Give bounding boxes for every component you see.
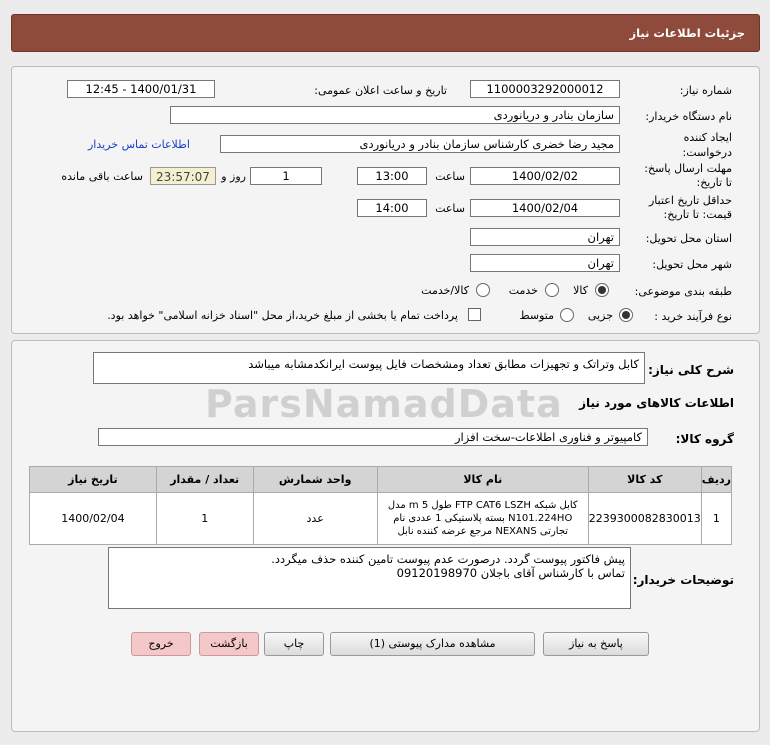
- col-code: کد کالا: [588, 467, 701, 493]
- remaining-days-field: 1: [250, 167, 322, 185]
- page-title: جزئیات اطلاعات نیاز: [629, 26, 745, 40]
- buyer-notes-line2: تماس با کارشناس آقای باجلان 09120198970: [396, 566, 625, 580]
- process-minor-radio[interactable]: [619, 308, 633, 322]
- goods-group-label: گروه کالا:: [675, 432, 734, 446]
- goods-section-title: اطلاعات کالاهای مورد نیاز: [579, 396, 734, 410]
- buyer-org-field: سازمان بنادر و دریانوردی: [170, 106, 620, 124]
- announce-field: 1400/01/31 - 12:45: [67, 80, 215, 98]
- announce-label: تاریخ و ساعت اعلان عمومی:: [314, 84, 447, 97]
- need-number-field: 1100003292000012: [470, 80, 620, 98]
- treasury-payment-checkbox[interactable]: [468, 308, 481, 321]
- row-date: 1400/02/04: [30, 493, 157, 545]
- deadline-time-label: ساعت: [435, 170, 465, 183]
- process-medium-label: متوسط: [519, 309, 554, 322]
- print-button[interactable]: چاپ: [264, 632, 324, 656]
- goods-table: [29, 466, 732, 545]
- row-code: 2239300082830013: [588, 493, 701, 545]
- category-service-radio[interactable]: [545, 283, 559, 297]
- validity-label-line2: قیمت: تا تاریخ:: [663, 208, 732, 221]
- days-label: روز و: [221, 170, 246, 183]
- attachments-button[interactable]: مشاهده مدارک پیوستی (1): [330, 632, 535, 656]
- col-index: ردیف: [701, 467, 731, 493]
- description-label: شرح کلی نیاز:: [648, 363, 734, 377]
- validity-label-line1: حداقل تاریخ اعتبار: [648, 194, 732, 207]
- buyer-notes-line1: پیش فاکتور پیوست گردد. درصورت عدم پیوست تامین کننده حذف میگردد.: [271, 552, 625, 566]
- province-field: تهران: [470, 228, 620, 246]
- row-name: کابل شبکه FTP CAT6 LSZH طول 5 m مدل N101.224HO بسته پلاستیکی 1 عددی نام تجارتی NEXANS مرجع عرضه کننده نابل: [377, 493, 588, 545]
- category-service-label: خدمت: [508, 284, 538, 297]
- col-date: تاریخ نیاز: [30, 467, 157, 493]
- deadline-label: [644, 162, 732, 190]
- city-field: تهران: [470, 254, 620, 272]
- goods-table-header: [30, 467, 732, 493]
- creator-label-line1: ایجاد کننده: [683, 131, 732, 144]
- row-qty: 1: [156, 493, 253, 545]
- category-goods-service-radio[interactable]: [476, 283, 490, 297]
- province-label: استان محل تحویل:: [645, 232, 732, 245]
- treasury-payment-note: پرداخت تمام یا بخشی از مبلغ خرید،از محل "اسناد خزانه اسلامی" خواهد بود.: [107, 309, 458, 322]
- creator-label: [683, 130, 732, 160]
- col-qty: تعداد / مقدار: [156, 467, 253, 493]
- category-goods-label: کالا: [573, 284, 588, 297]
- table-row: [30, 493, 732, 545]
- reply-button[interactable]: پاسخ به نیاز: [543, 632, 649, 656]
- validity-label: [649, 194, 732, 222]
- deadline-time-field: 13:00: [357, 167, 427, 185]
- city-label: شهر محل تحویل:: [652, 258, 732, 271]
- remaining-label: ساعت باقی مانده: [61, 170, 143, 183]
- watermark-text: ParsNamadData: [205, 382, 563, 426]
- row-unit: عدد: [253, 493, 377, 545]
- back-button[interactable]: بازگشت: [199, 632, 259, 656]
- deadline-date-field: 1400/02/02: [470, 167, 620, 185]
- buyer-org-label: نام دستگاه خریدار:: [645, 110, 732, 123]
- buyer-notes-field: [108, 547, 631, 609]
- category-goods-radio[interactable]: [595, 283, 609, 297]
- creator-field: مجید رضا خضری کارشناس سازمان بنادر و دریانوردی: [220, 135, 620, 153]
- validity-time-label: ساعت: [435, 202, 465, 215]
- description-field: کابل وتراتک و تجهیزات مطابق تعداد ومشخصات فایل پیوست ایرانکدمشابه میباشد: [93, 352, 645, 384]
- buyer-contact-link[interactable]: اطلاعات تماس خریدار: [88, 138, 190, 151]
- process-minor-label: جزیی: [587, 309, 613, 322]
- need-number-label: شماره نیاز:: [679, 84, 732, 97]
- col-name: نام کالا: [377, 467, 588, 493]
- page-header: [11, 14, 760, 52]
- category-goods-service-label: کالا/خدمت: [421, 284, 469, 297]
- row-index: 1: [701, 493, 731, 545]
- process-label: نوع فرآیند خرید :: [654, 310, 732, 323]
- process-medium-radio[interactable]: [560, 308, 574, 322]
- validity-time-field: 14:00: [357, 199, 427, 217]
- exit-button[interactable]: خروج: [131, 632, 191, 656]
- countdown-timer: 23:57:07: [150, 167, 216, 185]
- category-label: طبقه بندی موضوعی:: [634, 285, 732, 298]
- deadline-label-line2: تا تاریخ:: [696, 176, 732, 189]
- buyer-notes-label: توضیحات خریدار:: [632, 573, 734, 587]
- deadline-label-line1: مهلت ارسال پاسخ:: [644, 162, 732, 175]
- col-unit: واحد شمارش: [253, 467, 377, 493]
- validity-date-field: 1400/02/04: [470, 199, 620, 217]
- goods-group-field: کامپیوتر و فناوری اطلاعات-سخت افزار: [98, 428, 648, 446]
- creator-label-line2: درخواست:: [682, 146, 732, 159]
